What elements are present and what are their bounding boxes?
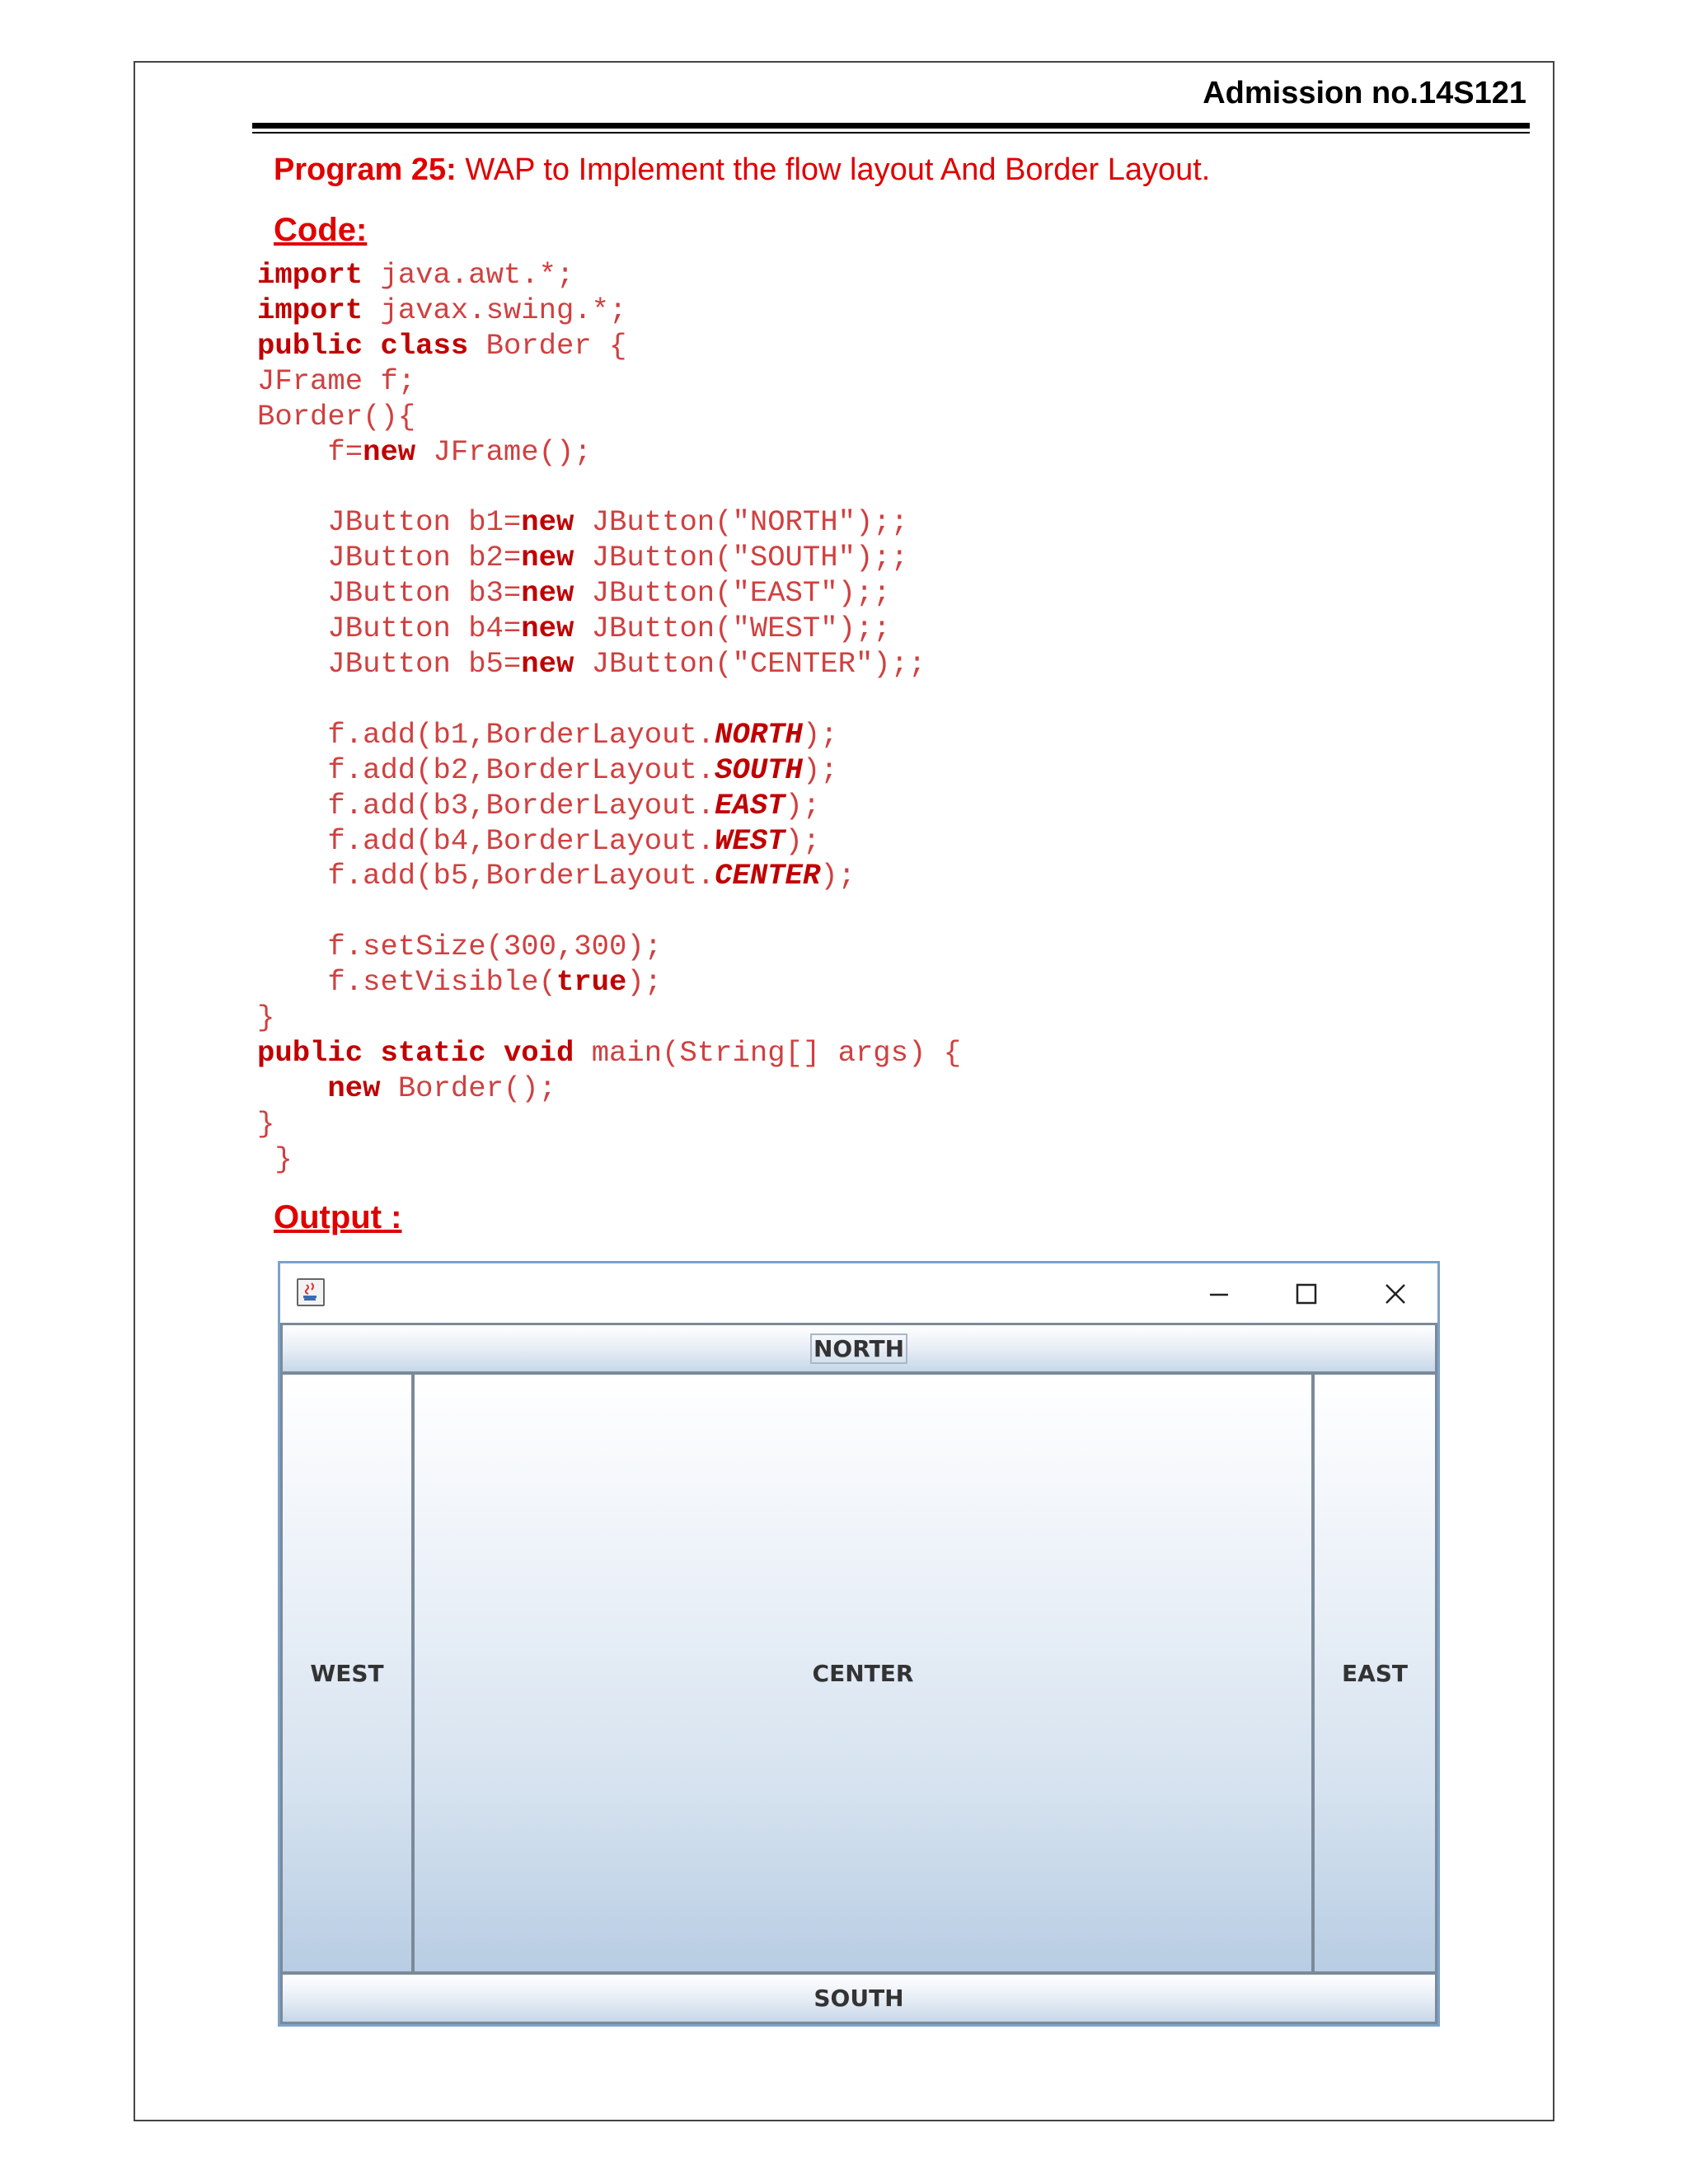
code-line: Border(){ xyxy=(257,399,416,434)
code-line: f.add(b3,BorderLayout.EAST); xyxy=(327,788,821,823)
header-rule xyxy=(252,123,1530,129)
code-line: import java.awt.*; xyxy=(257,258,574,292)
code-line: JButton b4=new JButton("WEST");; xyxy=(327,612,891,646)
center-button[interactable] xyxy=(412,1372,1314,1974)
admission-number: Admission no.14S121 xyxy=(1203,76,1526,110)
code-line: f=new JFrame(); xyxy=(327,434,592,469)
program-title xyxy=(274,152,1210,188)
header-rule-thin xyxy=(252,132,1530,134)
output-heading: Output : xyxy=(274,1199,402,1235)
code-line: f.add(b1,BorderLayout.NORTH); xyxy=(327,717,838,752)
code-line: new Border(); xyxy=(327,1071,556,1105)
code-line: f.add(b5,BorderLayout.CENTER); xyxy=(327,859,856,893)
west-button[interactable] xyxy=(280,1372,414,1974)
code-line: public static void main(String[] args) { xyxy=(257,1035,962,1070)
code-line: f.setVisible(true); xyxy=(327,965,663,1000)
program-label: Program 25: xyxy=(274,152,457,187)
content-pane xyxy=(280,1323,1437,2024)
code-line: JButton b5=new JButton("CENTER");; xyxy=(327,646,926,681)
code-line: JButton b2=new JButton("SOUTH");; xyxy=(327,541,908,575)
code-line: } xyxy=(274,1141,293,1176)
java-window[interactable] xyxy=(278,1261,1440,2027)
north-button[interactable] xyxy=(280,1323,1437,1374)
code-line: } xyxy=(257,1001,275,1035)
west-button-label: WEST xyxy=(310,1659,384,1687)
code-line: JButton b1=new JButton("NORTH");; xyxy=(327,505,908,540)
code-line: JFrame f; xyxy=(257,363,416,398)
east-button[interactable] xyxy=(1312,1372,1437,1974)
java-icon[interactable] xyxy=(297,1278,325,1306)
program-description: WAP to Implement the flow layout And Border Layout. xyxy=(465,152,1211,187)
minimize-icon[interactable] xyxy=(1200,1275,1238,1313)
code-heading: Code: xyxy=(274,212,368,248)
code-line: JButton b3=new JButton("EAST");; xyxy=(327,576,891,611)
code-block xyxy=(257,258,961,1178)
close-icon[interactable] xyxy=(1376,1275,1414,1313)
code-line: } xyxy=(257,1106,275,1141)
east-button-label: EAST xyxy=(1341,1659,1409,1687)
maximize-icon[interactable] xyxy=(1287,1275,1325,1313)
center-button-label: CENTER xyxy=(812,1659,914,1687)
code-line: f.add(b4,BorderLayout.WEST); xyxy=(327,823,821,858)
code-line: import javax.swing.*; xyxy=(257,293,627,327)
north-button-label: NORTH xyxy=(810,1333,907,1364)
south-button-label: SOUTH xyxy=(814,1985,904,2012)
code-line: f.add(b2,BorderLayout.SOUTH); xyxy=(327,752,838,787)
code-line: f.setSize(300,300); xyxy=(327,930,663,964)
south-button[interactable] xyxy=(280,1972,1437,2024)
title-bar[interactable] xyxy=(280,1263,1437,1323)
code-line: public class Border { xyxy=(257,328,627,363)
